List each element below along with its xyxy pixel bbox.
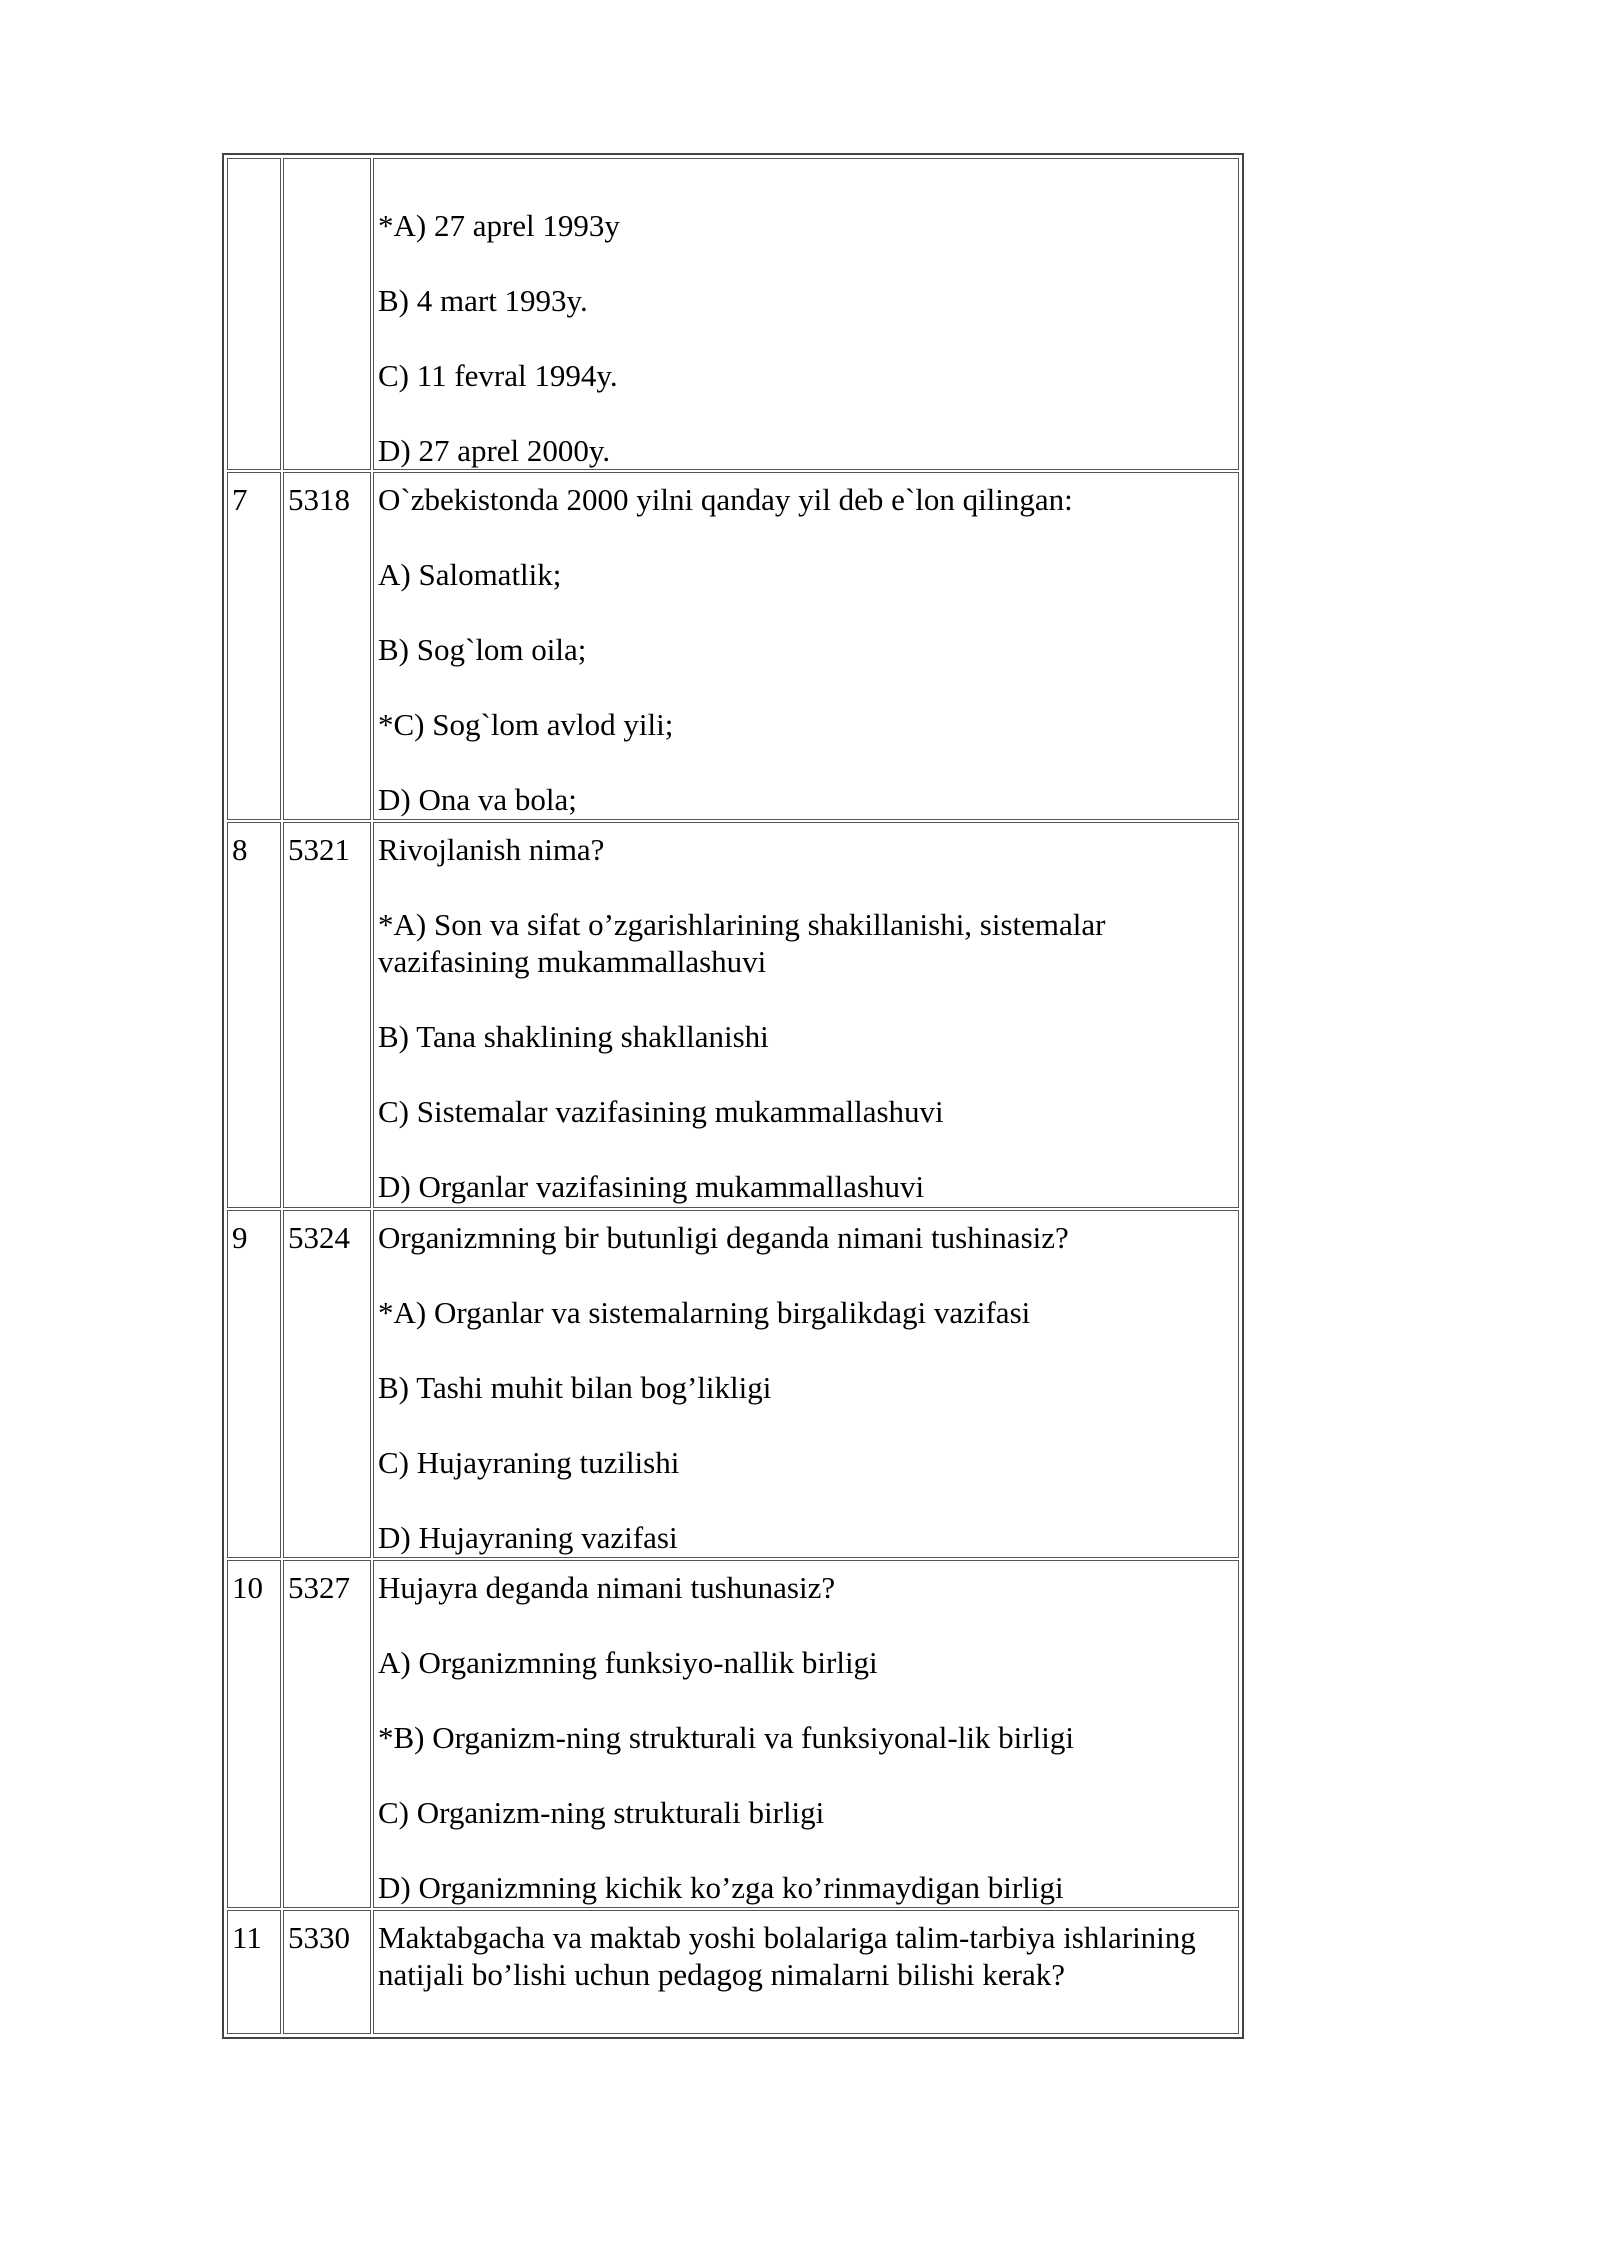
question-body [373, 1910, 1239, 2034]
answer-option: C) Hujayraning tuzilishi [378, 1445, 680, 1480]
answer-option: B) Tana shaklining shakllanishi [378, 1019, 769, 1054]
answer-option: B) Sog`lom oila; [378, 632, 587, 667]
question-number [227, 158, 281, 470]
question-text: Rivojlanish nima? [378, 832, 605, 867]
answer-option: B) Tashi muhit bilan bog’likligi [378, 1370, 772, 1405]
answer-option: D) Organizmning kichik ko’zga ko’rinmaydigan birligi [378, 1870, 1064, 1905]
questions-table-frame [222, 153, 1244, 2039]
question-body [373, 158, 1239, 470]
question-body [373, 1210, 1239, 1558]
table-row [227, 1560, 1239, 1908]
answer-option: D) Organlar vazifasining mukammallashuvi [378, 1169, 925, 1204]
answer-option: *A) 27 aprel 1993y [378, 208, 620, 243]
question-text: Maktabgacha va maktab yoshi bolalariga talim-tarbiya ishlarining natijali bo’lishi uchun pedagog nimalarni bilishi kerak? [378, 1920, 1196, 1992]
question-text: Hujayra deganda nimani tushunasiz? [378, 1570, 836, 1605]
answer-option: *B) Organizm-ning strukturali va funksiyonal-lik birligi [378, 1720, 1074, 1755]
question-body [373, 822, 1239, 1208]
answer-option: D) Hujayraning vazifasi [378, 1520, 678, 1555]
table-row [227, 472, 1239, 820]
question-text: Organizmning bir butunligi deganda nimani tushinasiz? [378, 1220, 1069, 1255]
answer-option: C) Sistemalar vazifasining mukammallashuvi [378, 1094, 944, 1129]
answer-option: C) 11 fevral 1994y. [378, 358, 618, 393]
question-number: 10 [227, 1560, 281, 1908]
answer-option: C) Organizm-ning strukturali birligi [378, 1795, 825, 1830]
answer-option: D) 27 aprel 2000y. [378, 433, 611, 468]
question-id: 5324 [283, 1210, 371, 1558]
question-id: 5327 [283, 1560, 371, 1908]
question-body [373, 1560, 1239, 1908]
question-body [373, 472, 1239, 820]
question-id: 5321 [283, 822, 371, 1208]
question-id: 5318 [283, 472, 371, 820]
question-number: 7 [227, 472, 281, 820]
question-number: 8 [227, 822, 281, 1208]
question-id [283, 158, 371, 470]
question-number: 11 [227, 1910, 281, 2034]
table-row [227, 1210, 1239, 1558]
question-number: 9 [227, 1210, 281, 1558]
table-row [227, 1910, 1239, 2034]
question-text: O`zbekistonda 2000 yilni qanday yil deb e`lon qilingan: [378, 482, 1073, 517]
answer-option: *A) Organlar va sistemalarning birgalikdagi vazifasi [378, 1295, 1031, 1330]
answer-option: D) Ona va bola; [378, 782, 577, 817]
answer-option: *C) Sog`lom avlod yili; [378, 707, 674, 742]
questions-table [225, 156, 1241, 2036]
answer-option: A) Organizmning funksiyo-nallik birligi [378, 1645, 878, 1680]
answer-option: A) Salomatlik; [378, 557, 562, 592]
table-row [227, 158, 1239, 470]
table-row [227, 822, 1239, 1208]
question-id: 5330 [283, 1910, 371, 2034]
answer-option: B) 4 mart 1993y. [378, 283, 588, 318]
answer-option: *A) Son va sifat o’zgarishlarining shakillanishi, sistemalar vazifasining mukammallashuvi [378, 907, 1106, 979]
